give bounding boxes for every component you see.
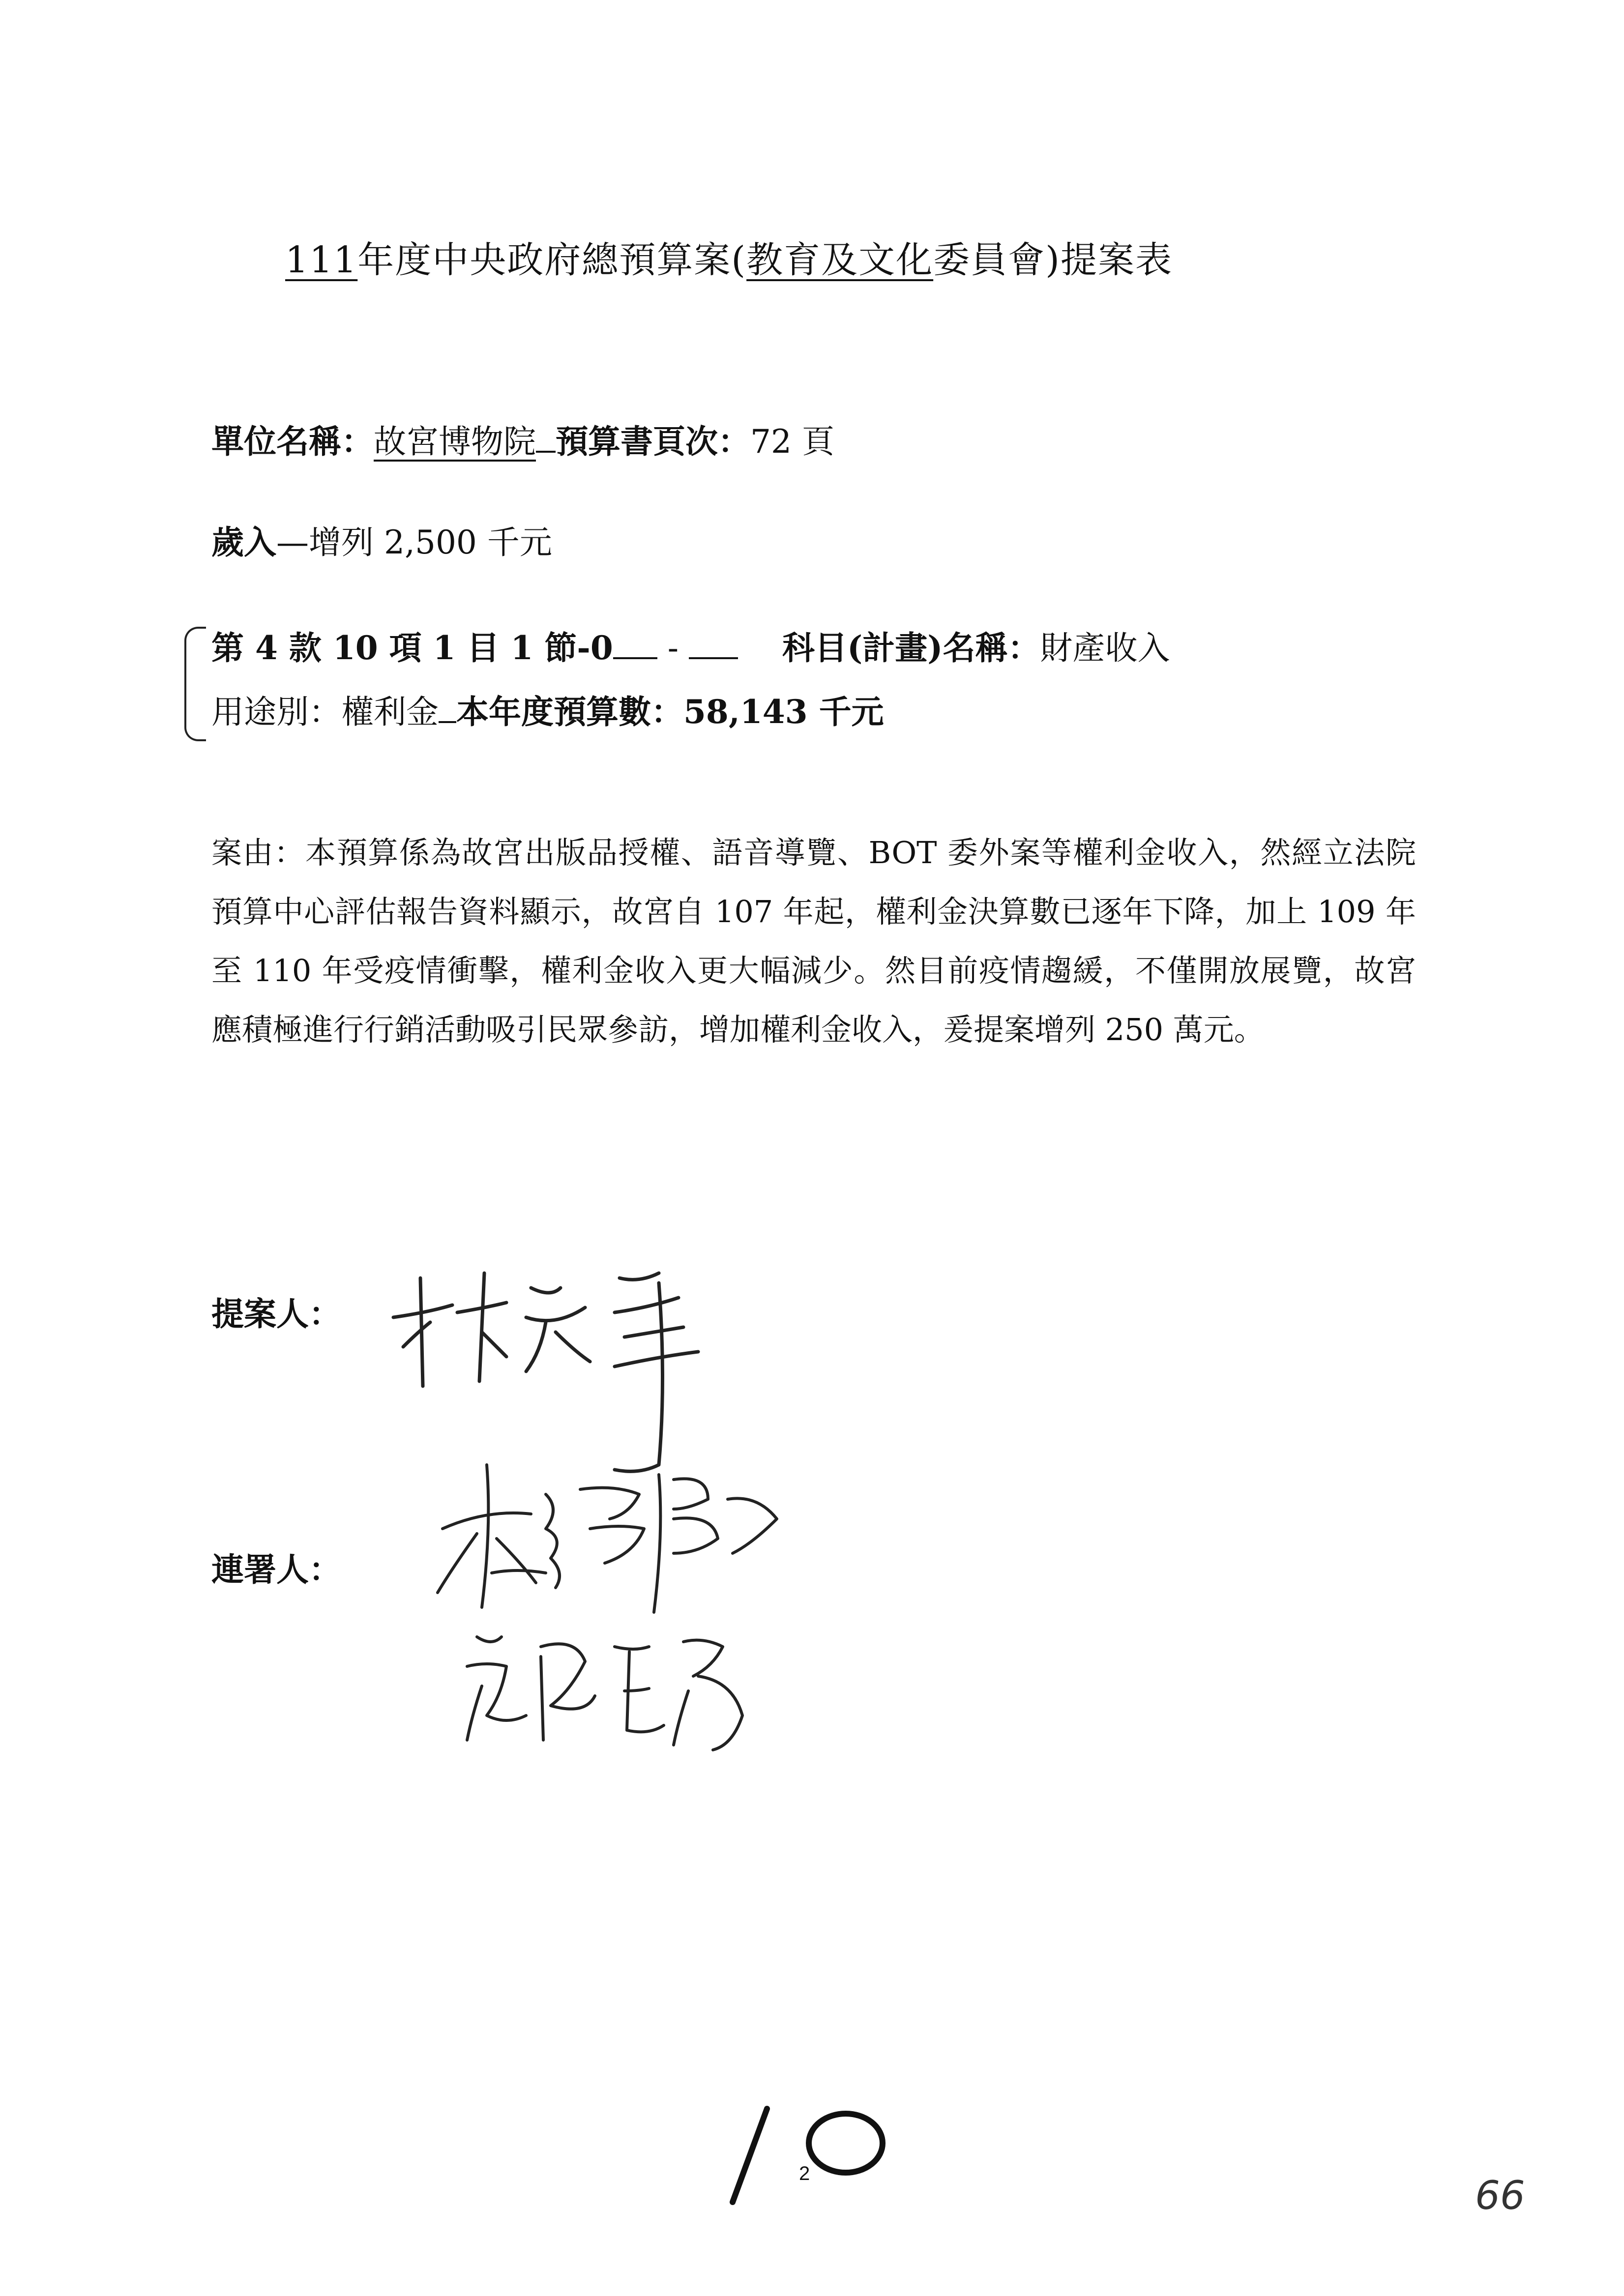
subject-label: 科目(計畫)名稱： (782, 629, 1040, 667)
item-use-line (211, 686, 884, 732)
unit-line (211, 415, 834, 462)
title-committee: 教育及文化 (746, 239, 934, 281)
subject-value: 財產收入 (1040, 629, 1170, 667)
page-label: 預算書頁次： (556, 422, 750, 461)
title-mid: 年度中央政府總預算案( (357, 239, 747, 281)
handwritten-number (723, 2099, 910, 2212)
budget-label: 本年度預算數： (456, 693, 683, 731)
page-value: 72 頁 (750, 423, 834, 461)
cosigner-label: 連署人： (211, 1550, 341, 1589)
item-code-tail: - (657, 629, 689, 667)
cosigner-signature-2 (457, 1617, 762, 1755)
title-year: 111 (285, 239, 358, 281)
unit-label: 單位名稱： (211, 422, 374, 461)
item-code: 第 4 款 10 項 1 目 1 節-0 (211, 629, 613, 667)
title-end: 委員會)提案表 (933, 239, 1173, 281)
use-label: 用途別： (211, 693, 341, 731)
revenue-line (211, 516, 552, 563)
corner-number: 66 (1475, 2173, 1525, 2218)
revenue-label: 歲入 (211, 523, 276, 561)
cosigner-signature-1 (433, 1455, 787, 1617)
budget-value: 58,143 千元 (683, 693, 884, 731)
form-title (285, 231, 1173, 283)
proposer-label: 提案人： (211, 1295, 341, 1333)
item-bracket (184, 627, 206, 741)
use-value: 權利金 (341, 693, 439, 731)
revenue-text: —增列 2,500 千元 (276, 523, 552, 561)
reason-paragraph: 案由：本預算係為故宮出版品授權、語音導覽、BOT 委外案等權利金收入，然經立法院預算中心評估報告資料顯示，故宮自 107 年起，權利金決算數已逐年下降，加上 109 年至 110 年受疫情衝擊，權利金收入更大幅減少。然目前疫情趨緩，不僅開放展覽，故宮應積極進行行銷活動吸引民眾參訪，增加權利金收入，爰提案增列 250 萬元。 (211, 835, 1416, 1047)
unit-name: 故宮博物院 (374, 423, 536, 461)
page-number: 2 (799, 2163, 810, 2184)
item-code-line (211, 622, 1170, 668)
